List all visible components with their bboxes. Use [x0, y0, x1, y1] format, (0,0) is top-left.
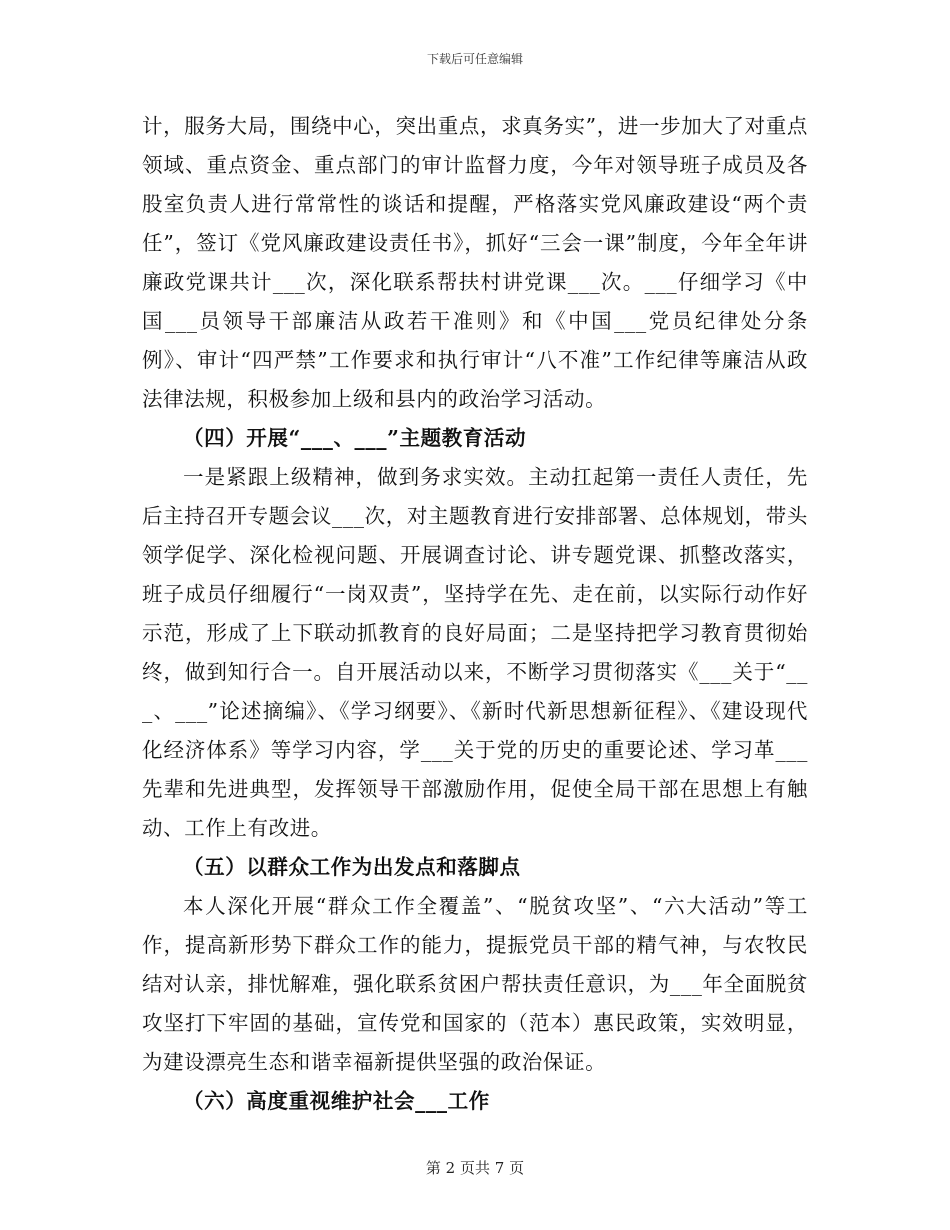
paragraph-section-4: 一是紧跟上级精神，做到务求实效。主动扛起第一责任人责任，先后主持召开专题会议___次，对主题教育进行安排部署、总体规划，带头领学促学、深化检视问题、开展调查讨论、讲专题党课、抓整改落实，班子成员仔细履行“一岗双责”，坚持学在先、走在前，以实际行动作好示范，形成了上下联动抓教育的良好局面；二是坚持把学习教育贯彻始终，做到知行合一。自开展活动以来，不断学习贯彻落实《___关于“___、___”论述摘编》、《学习纲要》、《新时代新思想新征程》、《建设现代化经济体系》等学习内容，学___关于党的历史的重要论述、学习革___先辈和先进典型，发挥领导干部激励作用，促使全局干部在思想上有触动、工作上有改进。 — [142, 465, 808, 840]
page-header: 下载后可任意编辑 — [426, 52, 523, 66]
page-footer: 第 2 页共 7 页 — [425, 1159, 525, 1177]
section-heading-5: （五）以群众工作为出发点和落脚点 — [183, 855, 521, 879]
paragraph-continued: 计，服务大局，围绕中心，突出重点，求真务实”，进一步加大了对重点领域、重点资金、重点部门的审计监督力度，今年对领导班子成员及各股室负责人进行常常性的谈话和提醒，严格落实党风廉政建设“两个责任”，签订《党风廉政建设责任书》，抓好“三会一课”制度，今年全年讲廉政党课共计___次，深化联系帮扶村讲党课___次。___仔细学习《中国___员领导干部廉洁从政若干准则》和《中国___党员纪律处分条例》、审计“四严禁”工作要求和执行审计“八不准”工作纪律等廉洁从政法律法规，积极参加上级和县内的政治学习活动。 — [142, 114, 808, 411]
section-heading-6: （六）高度重视维护社会___工作 — [183, 1089, 490, 1113]
document-body — [142, 107, 808, 1121]
paragraph-section-5: 本人深化开展“群众工作全覆盖”、“脱贫攻坚”、“六大活动”等工作，提高新形势下群众工作的能力，提振党员干部的精气神，与农牧民结对认亲，排忧解难，强化联系贫困户帮扶责任意识，为___年全面脱贫攻坚打下牢固的基础，宣传党和国家的（范本）惠民政策，实效明显，为建设漂亮生态和谐幸福新提供坚强的政治保证。 — [142, 894, 808, 1074]
section-heading-4: （四）开展“___、___”主题教育活动 — [183, 426, 527, 450]
